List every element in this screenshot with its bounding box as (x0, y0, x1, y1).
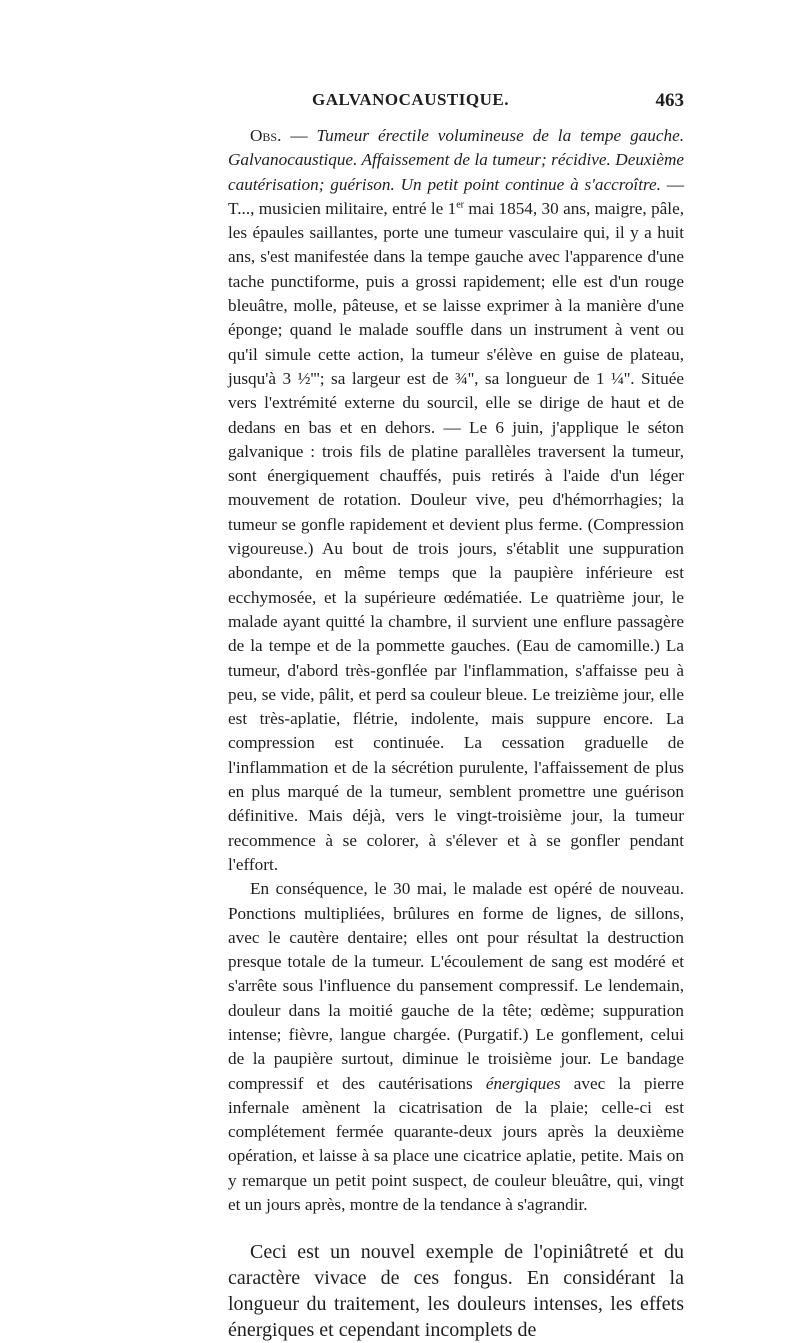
ordinal-superscript: er (456, 199, 464, 211)
observation-text-part-2: mai 1854, 30 ans, maigre, pâle, les épaules saillantes, porte une tumeur vasculaire qui, il y a huit ans, s'est manifestée dans la tempe gauche avec l'apparence d'une tache punctiforme, puis a grossi rapidement; elle est d'un rouge bleuâtre, molle, pâteuse, et se laisse exprimer à la manière d'une éponge; quand le malade souffle dans un instrument à vent ou qu'il simule cette action, la tumeur s'élève en guise de plateau, jusqu'à 3 ½'''; sa largeur est de ¾'', sa longueur de 1 ¼''. Située vers l'extrémité externe du sourcil, elle se dirige de haut et de dedans en bas et en dehors. — Le 6 juin, j'applique le séton galvanique : trois fils de platine parallèles traversent la tumeur, sont énergiquement chauffés, puis retirés à l'aide d'un léger mouvement de rotation. Douleur vive, peu d'hémorrhagies; la tumeur se gonfle rapidement et devient plus ferme. (Compression vigoureuse.) Au bout de trois jours, s'établit une suppuration abondante, en même temps que la paupière inférieure est ecchymosée, et la supérieure œdématiée. Le quatrième jour, le malade ayant quitté la chambre, il survient une enflure passagère de la tempe et de la pommette gauches. (Eau de camomille.) La tumeur, d'abord très-gonflée par l'inflammation, s'affaisse peu à peu, se vide, pâlit, et perd sa couleur bleue. Le treizième jour, elle est très-aplatie, flétrie, indolente, mais suppure encore. La compression est continuée. La cessation graduelle de l'inflammation et de la sécrétion purulente, l'affaissement de plus en plus marqué de la tumeur, semblent promettre une guérison définitive. Mais déjà, vers le vingt-troisième jour, la tumeur recommence à se colorer, à s'élever et à se gonfler pendant l'effort. (228, 198, 684, 874)
continuation-paragraph (228, 877, 684, 1217)
continuation-text-part-1: En conséquence, le 30 mai, le malade est opéré de nouveau. Ponctions multipliées, brûlures en forme de lignes, de sillons, avec le cautère dentaire; elles ont pour résultat la destruction presque totale de la tumeur. L'écoulement de sang est modéré et s'arrête sous l'influence du pansement compressif. Le lendemain, douleur dans la moitié gauche de la tête; œdème; suppuration intense; fièvre, langue chargée. (Purgatif.) Le gonflement, celui de la paupière surtout, diminue le troisième jour. Le bandage compressif et des cautérisations (228, 879, 684, 1093)
running-head: GALVANOCAUSTIQUE. (312, 90, 509, 109)
emphasized-word: énergiques (485, 1073, 561, 1093)
page-header (228, 90, 684, 120)
body-text (228, 124, 684, 1343)
observation-paragraph (228, 124, 684, 877)
main-paragraph: Ceci est un nouvel exemple de l'opiniâtreté et du caractère vivace de ces fongus. En considérant la longueur du traitement, les douleurs intenses, les effets énergiques et cependant incomplets de (228, 1241, 684, 1342)
page-number: 463 (655, 90, 684, 111)
observation-label: Obs. — (250, 126, 308, 145)
observation-heading: Tumeur érectile volumineuse de la tempe gauche. Galvanocaustique. Affaissement de la tumeur; récidive. Deuxième cautérisation; guérison. Un petit point continue à s'accroître. (228, 126, 685, 194)
continuation-text-part-2: avec la pierre infernale amènent la cicatrisation de la plaie; celle-ci est complétement fermée quarante-deux jours après la deuxième opération, et laisse à sa place une cicatrice aplatie, petite. Mais on y remarque un petit point suspect, de couleur bleuâtre, qui, vingt et un jours après, montre de la tendance à s'agrandir. (228, 1073, 684, 1215)
observation-text-part-1: — T..., musicien militaire, entré le 1 (228, 174, 684, 218)
